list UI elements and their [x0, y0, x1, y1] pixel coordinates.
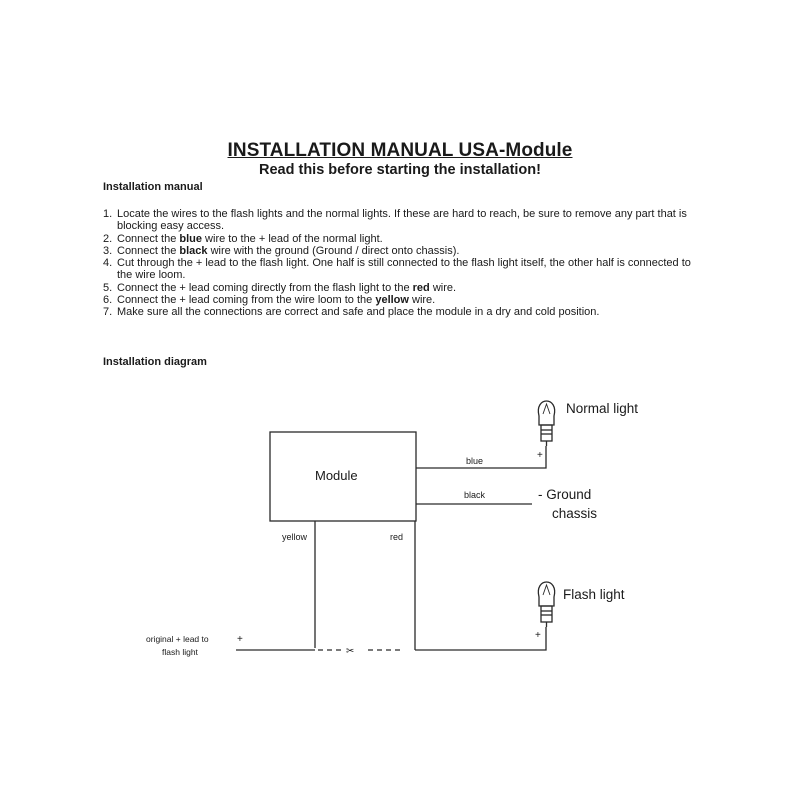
step-number: 3.: [103, 244, 113, 257]
original-lead-plus: +: [237, 634, 243, 645]
step-number: 6.: [103, 294, 113, 307]
step-text: wire.: [429, 281, 457, 294]
step-text: Make sure all the connections are correct and safe and place the module in a dry and cold position.: [117, 306, 600, 319]
installation-manual-heading: Installation manual: [103, 181, 203, 193]
red-wire-label: red: [390, 532, 404, 542]
step-text: wire with the ground (Ground / direct onto chassis).: [207, 244, 460, 257]
black-wire-label: black: [464, 490, 486, 500]
step-number: 4.: [103, 257, 113, 270]
step-number: 2.: [103, 232, 113, 245]
chassis-label: chassis: [552, 506, 598, 521]
step-text: wire.: [408, 294, 436, 307]
normal-light-label: Normal light: [566, 401, 639, 416]
flash-light-bulb-icon: [538, 582, 554, 627]
step-text: wire to the + lead of the normal light.: [202, 232, 383, 245]
original-lead-label: original + lead to: [146, 634, 209, 644]
flash-light-lead: [415, 627, 546, 650]
blue-wire-label: blue: [466, 456, 484, 466]
normal-light-bulb-icon: [538, 401, 554, 446]
flash-light-plus: +: [535, 630, 541, 641]
yellow-wire-label: yellow: [282, 532, 308, 542]
step-text: Connect the + lead coming from the wire loom to the: [117, 294, 376, 307]
step-text: Locate the wires to the flash lights and the normal lights. If these are hard to reach, be sure to remove any part that is blocking easy access.: [117, 208, 687, 233]
step-number: 1.: [103, 208, 113, 220]
wire-color-keyword: yellow: [375, 294, 409, 307]
scissors-cut-icon: ✂: [346, 646, 355, 657]
flash-light-lead-label: flash light: [162, 647, 198, 657]
flash-light-label: Flash light: [563, 587, 625, 602]
step-text: Cut through the + lead to the flash light. One half is still connected to the flash light itself, the other half is connected to the wire loom.: [117, 257, 691, 282]
step-text: Connect the + lead coming directly from the flash light to the: [117, 281, 413, 294]
step-number: 7.: [103, 306, 113, 319]
module-label: Module: [315, 468, 358, 483]
step-text: Connect the: [117, 232, 180, 245]
document-subtitle: Read this before starting the installation!: [259, 162, 541, 178]
wire-color-keyword: red: [412, 281, 430, 294]
wire-color-keyword: black: [179, 244, 208, 257]
ground-label: - Ground: [538, 487, 592, 502]
normal-light-plus: +: [537, 450, 543, 461]
step-text: Connect the: [117, 244, 180, 257]
document-title: INSTALLATION MANUAL USA-Module: [227, 140, 573, 161]
installation-diagram-heading: Installation diagram: [103, 356, 207, 368]
step-number: 5.: [103, 281, 113, 294]
wire-color-keyword: blue: [179, 232, 202, 245]
